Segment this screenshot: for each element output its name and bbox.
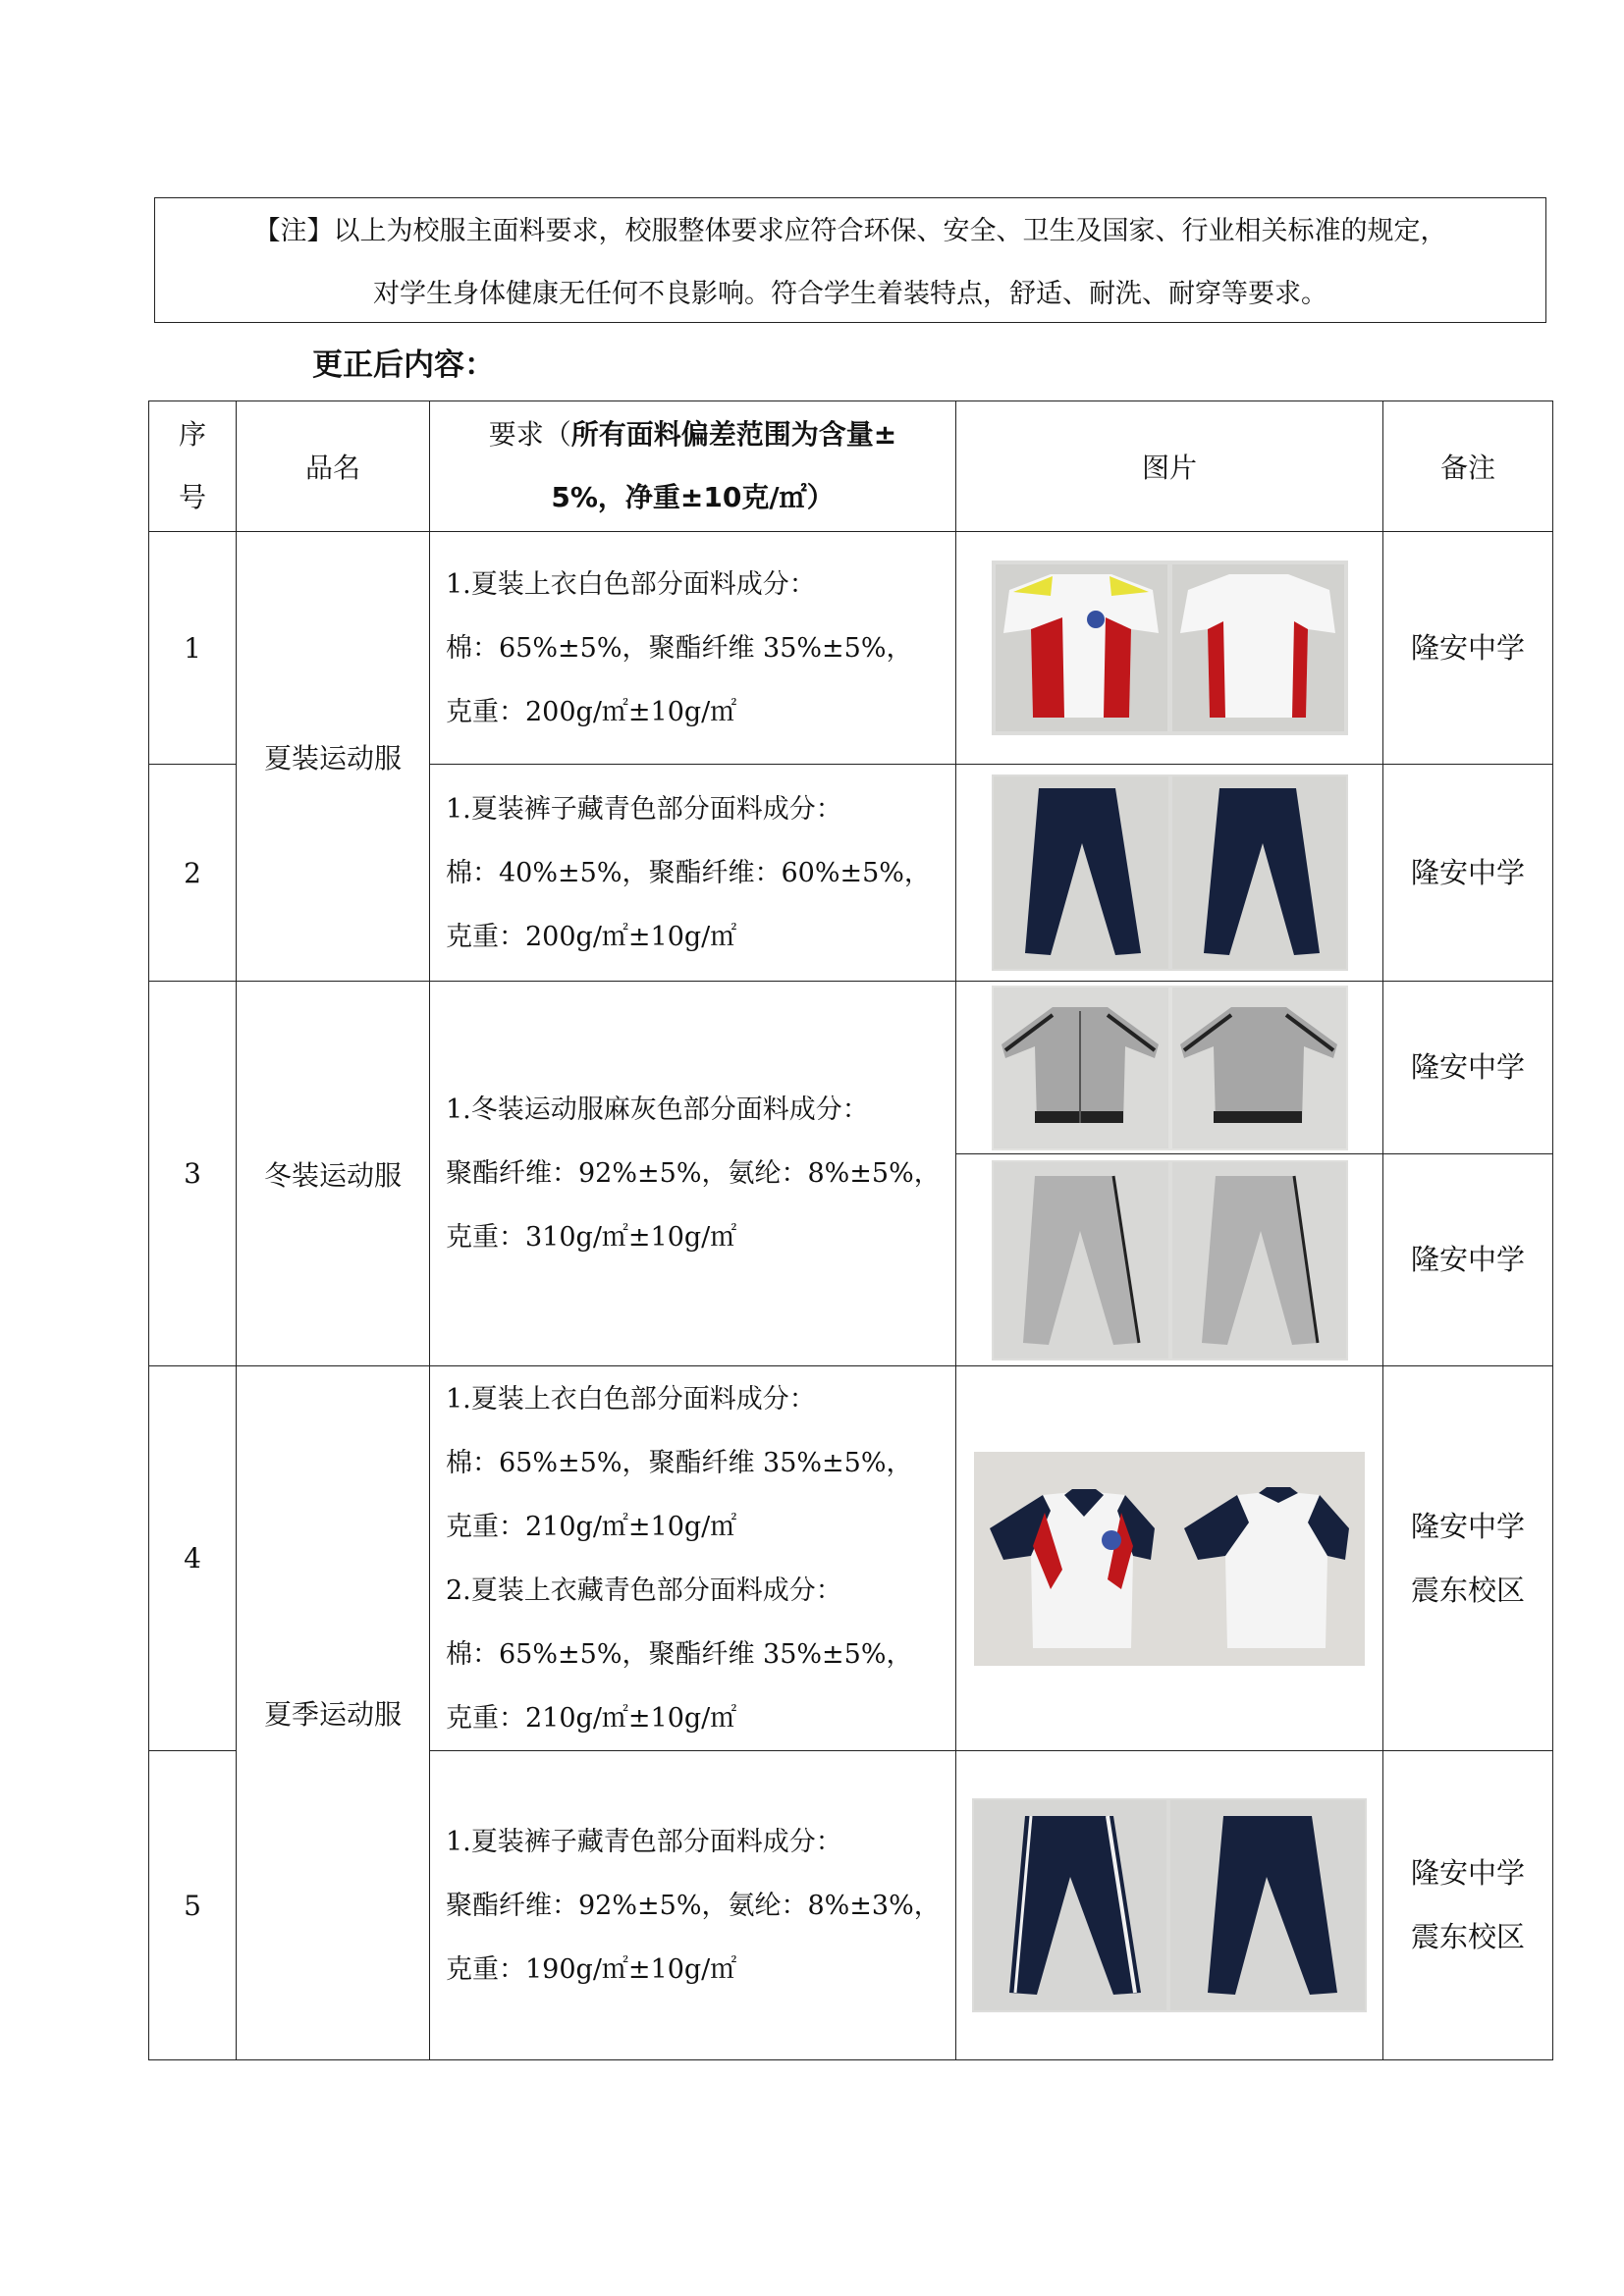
row-photo <box>956 1154 1383 1366</box>
row-name: 夏装运动服 <box>237 532 430 982</box>
note-box <box>154 197 1546 323</box>
row-requirements: 1.夏装裤子藏青色部分面料成分： 棉：40%±5%，聚酯纤维：60%±5%， 克重：200g/㎡±10g/㎡ <box>430 765 956 982</box>
note-line-1: 【注】以上为校服主面料要求，校服整体要求应符合环保、安全、卫生及国家、行业相关标准的规定， <box>253 216 1447 246</box>
row-no: 4 <box>149 1366 237 1751</box>
row-photo <box>956 1366 1383 1751</box>
row-photo <box>956 1751 1383 2060</box>
row-remark: 隆安中学 震东校区 <box>1383 1366 1553 1751</box>
row-remark: 隆安中学 <box>1383 982 1553 1154</box>
row-remark: 隆安中学 <box>1383 765 1553 982</box>
row-remark: 隆安中学 <box>1383 532 1553 765</box>
row-no: 1 <box>149 532 237 765</box>
row-requirements: 1.冬装运动服麻灰色部分面料成分： 聚酯纤维：92%±5%，氨纶：8%±5%， 克重：310g/㎡±10g/㎡ <box>430 982 956 1366</box>
table-row <box>149 1366 1553 1751</box>
row-no: 3 <box>149 982 237 1366</box>
summer-shirt-photo <box>992 561 1348 735</box>
row-no: 5 <box>149 1751 237 2060</box>
table-header-row <box>149 401 1553 532</box>
header-no: 序 号 <box>149 401 237 532</box>
header-remark: 备注 <box>1383 401 1553 532</box>
section-subtitle: 更正后内容： <box>312 347 495 383</box>
winter-pants-photo <box>992 1160 1348 1361</box>
winter-jacket-photo <box>992 986 1348 1150</box>
row-photo <box>956 532 1383 765</box>
summer-navy-pants-photo <box>972 1798 1367 2012</box>
row-requirements: 1.夏装裤子藏青色部分面料成分： 聚酯纤维：92%±5%，氨纶：8%±3%， 克重：190g/㎡±10g/㎡ <box>430 1751 956 2060</box>
header-photo: 图片 <box>956 401 1383 532</box>
row-requirements: 1.夏装上衣白色部分面料成分： 棉：65%±5%，聚酯纤维 35%±5%， 克重：210g/㎡±10g/㎡ 2.夏装上衣藏青色部分面料成分： 棉：65%±5%，聚酯纤维 35%±5%， 克重：210g/㎡±10g/㎡ <box>430 1366 956 1751</box>
row-photo <box>956 982 1383 1154</box>
row-name: 冬装运动服 <box>237 982 430 1366</box>
uniform-spec-table <box>148 400 1553 2060</box>
row-photo <box>956 765 1383 982</box>
table-row <box>149 982 1553 1154</box>
row-name: 夏季运动服 <box>237 1366 430 2060</box>
header-name: 品名 <box>237 401 430 532</box>
row-remark: 隆安中学 震东校区 <box>1383 1751 1553 2060</box>
row-no: 2 <box>149 765 237 982</box>
note-line-2: 对学生身体健康无任何不良影响。符合学生着装特点，舒适、耐洗、耐穿等要求。 <box>373 279 1327 309</box>
summer-polo-photo <box>974 1452 1365 1666</box>
summer-pants-photo <box>992 774 1348 971</box>
table-row <box>149 532 1553 765</box>
row-remark: 隆安中学 <box>1383 1154 1553 1366</box>
row-requirements: 1.夏装上衣白色部分面料成分： 棉：65%±5%，聚酯纤维 35%±5%， 克重：200g/㎡±10g/㎡ <box>430 532 956 765</box>
header-requirements: 要求（所有面料偏差范围为含量± 5%，净重±10克/㎡） <box>430 401 956 532</box>
